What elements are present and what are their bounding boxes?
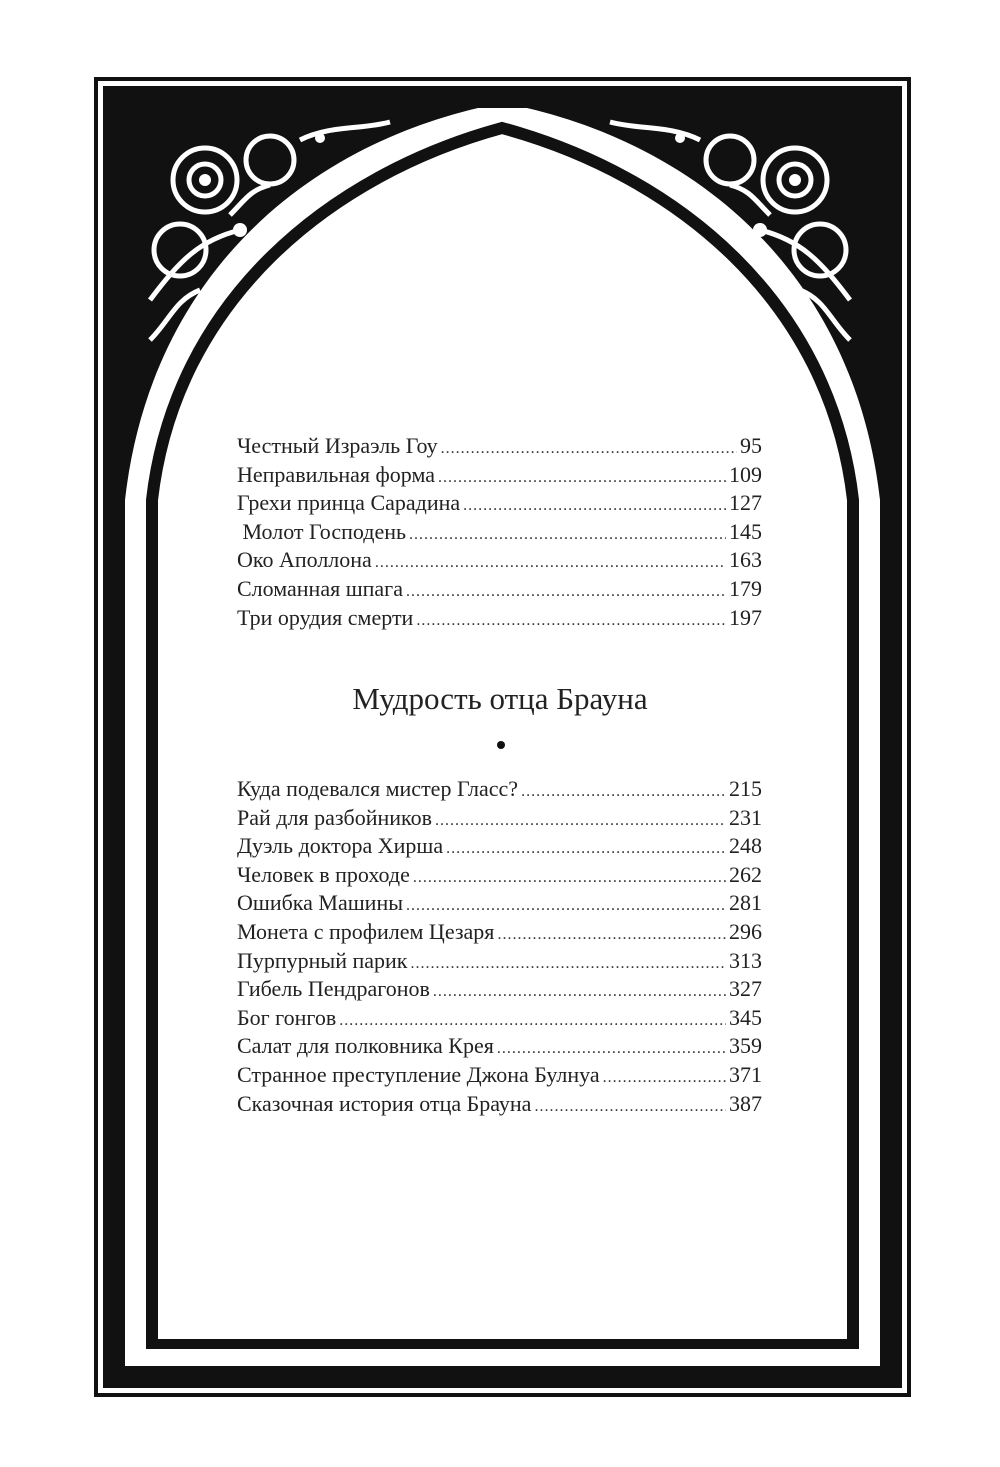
dot-leader	[406, 578, 726, 607]
entry-title: Сломанная шпага	[237, 575, 403, 601]
entry-page: 387	[729, 1090, 762, 1116]
entry-page: 231	[729, 804, 762, 830]
toc-entry[interactable]	[237, 775, 762, 804]
dot-leader	[438, 464, 726, 493]
dot-leader	[433, 978, 726, 1007]
toc-entry[interactable]	[237, 1004, 762, 1033]
dot-leader	[375, 549, 726, 578]
dot-leader	[603, 1064, 726, 1093]
dot-leader	[406, 892, 726, 921]
entry-title: Око Аполлона	[237, 547, 372, 573]
entry-title: Молот Господень	[237, 518, 407, 544]
dot-leader	[435, 807, 726, 836]
toc-entry[interactable]	[237, 975, 762, 1004]
toc-part-1	[237, 432, 762, 632]
entry-page: 197	[729, 604, 762, 630]
dot-leader	[339, 1007, 726, 1036]
entry-page: 296	[729, 918, 762, 944]
entry-title: Неправильная форма	[237, 461, 435, 487]
section-title: Мудрость отца Брауна	[352, 681, 648, 716]
toc-entry[interactable]	[237, 461, 762, 490]
toc-entry[interactable]	[237, 604, 762, 633]
entry-title: Салат для полковника Крея	[237, 1033, 494, 1059]
entry-page: 145	[729, 518, 762, 544]
entry-title: Куда подевался мистер Гласс?	[237, 776, 519, 801]
entry-title: Человек в проходе	[237, 861, 410, 887]
toc-entry[interactable]	[237, 546, 762, 575]
entry-page: 359	[729, 1033, 762, 1059]
dot-leader	[409, 521, 726, 550]
entry-title: Честный Израэль Гоу	[237, 433, 438, 458]
entry-title: Грехи принца Сарадина	[237, 490, 461, 516]
entry-title: Дуэль доктора Хирша	[237, 833, 444, 859]
toc-entry[interactable]	[237, 432, 762, 461]
entry-title: Гибель Пендрагонов	[237, 976, 430, 1002]
dot-leader	[441, 435, 737, 464]
entry-page: 109	[729, 461, 762, 487]
toc-entry[interactable]	[237, 518, 762, 547]
entry-page: 327	[729, 976, 762, 1002]
toc-entry[interactable]	[237, 918, 762, 947]
entry-page: 313	[729, 947, 762, 973]
entry-title: Странное преступление Джона Булнуа	[237, 1061, 600, 1087]
dot-leader	[497, 921, 726, 950]
dot-leader	[521, 778, 726, 807]
entry-title: Рай для разбойников	[237, 804, 432, 830]
toc-entry[interactable]	[237, 575, 762, 604]
dot-leader	[463, 492, 726, 521]
toc-entry[interactable]	[237, 1032, 762, 1061]
entry-page: 371	[729, 1061, 762, 1087]
entry-title: Бог гонгов	[237, 1004, 337, 1030]
toc-entry[interactable]	[237, 1090, 762, 1119]
entry-page: 281	[729, 890, 762, 916]
toc-entry[interactable]	[237, 889, 762, 918]
dot-leader	[411, 950, 727, 979]
entry-page: 127	[729, 490, 762, 516]
entry-title: Сказочная история отца Брауна	[237, 1090, 532, 1116]
entry-page: 262	[729, 861, 762, 887]
toc-entry[interactable]	[237, 804, 762, 833]
dot-leader	[413, 864, 726, 893]
dot-leader	[416, 607, 726, 636]
entry-page: 163	[729, 547, 762, 573]
toc-entry[interactable]	[237, 1061, 762, 1090]
entry-page: 345	[729, 1004, 762, 1030]
entry-page: 248	[729, 833, 762, 859]
dot-leader	[534, 1093, 726, 1122]
entry-page: 179	[729, 575, 762, 601]
entry-title: Ошибка Машины	[237, 890, 404, 916]
toc-part-2	[237, 775, 762, 1118]
dot-leader	[446, 835, 726, 864]
toc-entry[interactable]	[237, 947, 762, 976]
bullet-ornament	[497, 741, 505, 749]
toc-entry[interactable]	[237, 861, 762, 890]
entry-title: Монета с профилем Цезаря	[237, 918, 495, 944]
toc-entry[interactable]	[237, 489, 762, 518]
entry-title: Три орудия смерти	[237, 604, 414, 630]
dot-leader	[497, 1035, 726, 1064]
toc-entry[interactable]	[237, 832, 762, 861]
entry-page: 215	[729, 776, 762, 801]
entry-title: Пурпурный парик	[237, 947, 408, 973]
entry-page: 95	[740, 433, 762, 458]
